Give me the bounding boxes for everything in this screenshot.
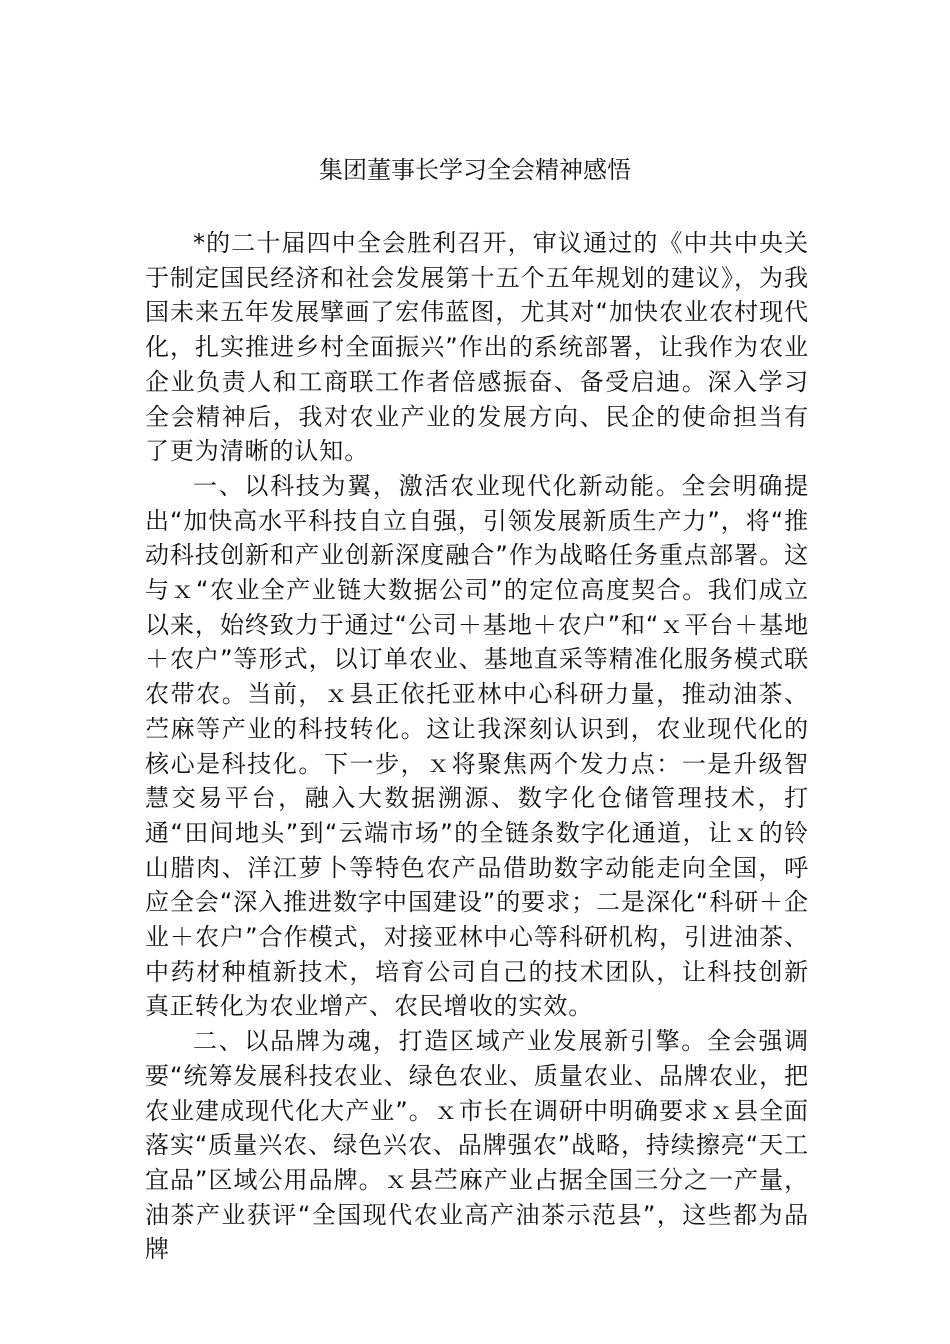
paragraph-section-1: 一、以科技为翼，激活农业现代化新动能。全会明确提出“加快高水平科技自立自强，引领发展新质生产力”，将“推动科技创新和产业创新深度融合”作为战略任务重点部署。这与ｘ“农业全产业链大数据公司”的定位高度契合。我们成立以来，始终致力于通过“公司＋基地＋农户”和“ｘ平台＋基地＋农户”等形式，以订单农业、基地直采等精准化服务模式联农带农。当前，ｘ县正依托亚林中心科研力量，推动油茶、苎麻等产业的科技转化。这让我深刻认识到，农业现代化的核心是科技化。下一步，ｘ将聚焦两个发力点：一是升级智慧交易平台，融入大数据溯源、数字化仓储管理技术，打通“田间地头”到“云端市场”的全链条数字化通道，让ｘ的铃山腊肉、洋江萝卜等特色农产品借助数字动能走向全国，呼应全会“深入推进数字中国建设”的要求；二是深化“科研＋企业＋农户”合作模式，对接亚林中心等科研机构，引进油茶、中药材种植新技术，培育公司自己的技术团队，让科技创新真正转化为农业增产、农民增收的实效。 [145, 471, 809, 1021]
paragraph-section-2: 二、以品牌为魂，打造区域产业发展新引擎。全会强调要“统筹发展科技农业、绿色农业、质量农业、品牌农业，把农业建成现代化大产业”。ｘ市长在调研中明确要求ｘ县全面落实“质量兴农、绿色兴农、品牌强农”战略，持续擦亮“天工宜品”区域公用品牌。ｘ县苎麻产业占据全国三分之一产量，油茶产业获评“全国现代农业高产油茶示范县”，这些都为品牌 [145, 1027, 809, 1264]
paragraph-intro: *的二十届四中全会胜利召开，审议通过的《中共中央关于制定国民经济和社会发展第十五个五年规划的建议》，为我国未来五年发展擘画了宏伟蓝图，尤其对“加快农业农村现代化，扎实推进乡村全面振兴”作出的系统部署，让我作为农业企业负责人和工商联工作者倍感振奋、备受启迪。深入学习全会精神后，我对农业产业的发展方向、民企的使命担当有了更为清晰的认知。 [145, 229, 809, 466]
document-title: 集团董事长学习全会精神感悟 [319, 156, 631, 184]
document-body [145, 226, 809, 1267]
